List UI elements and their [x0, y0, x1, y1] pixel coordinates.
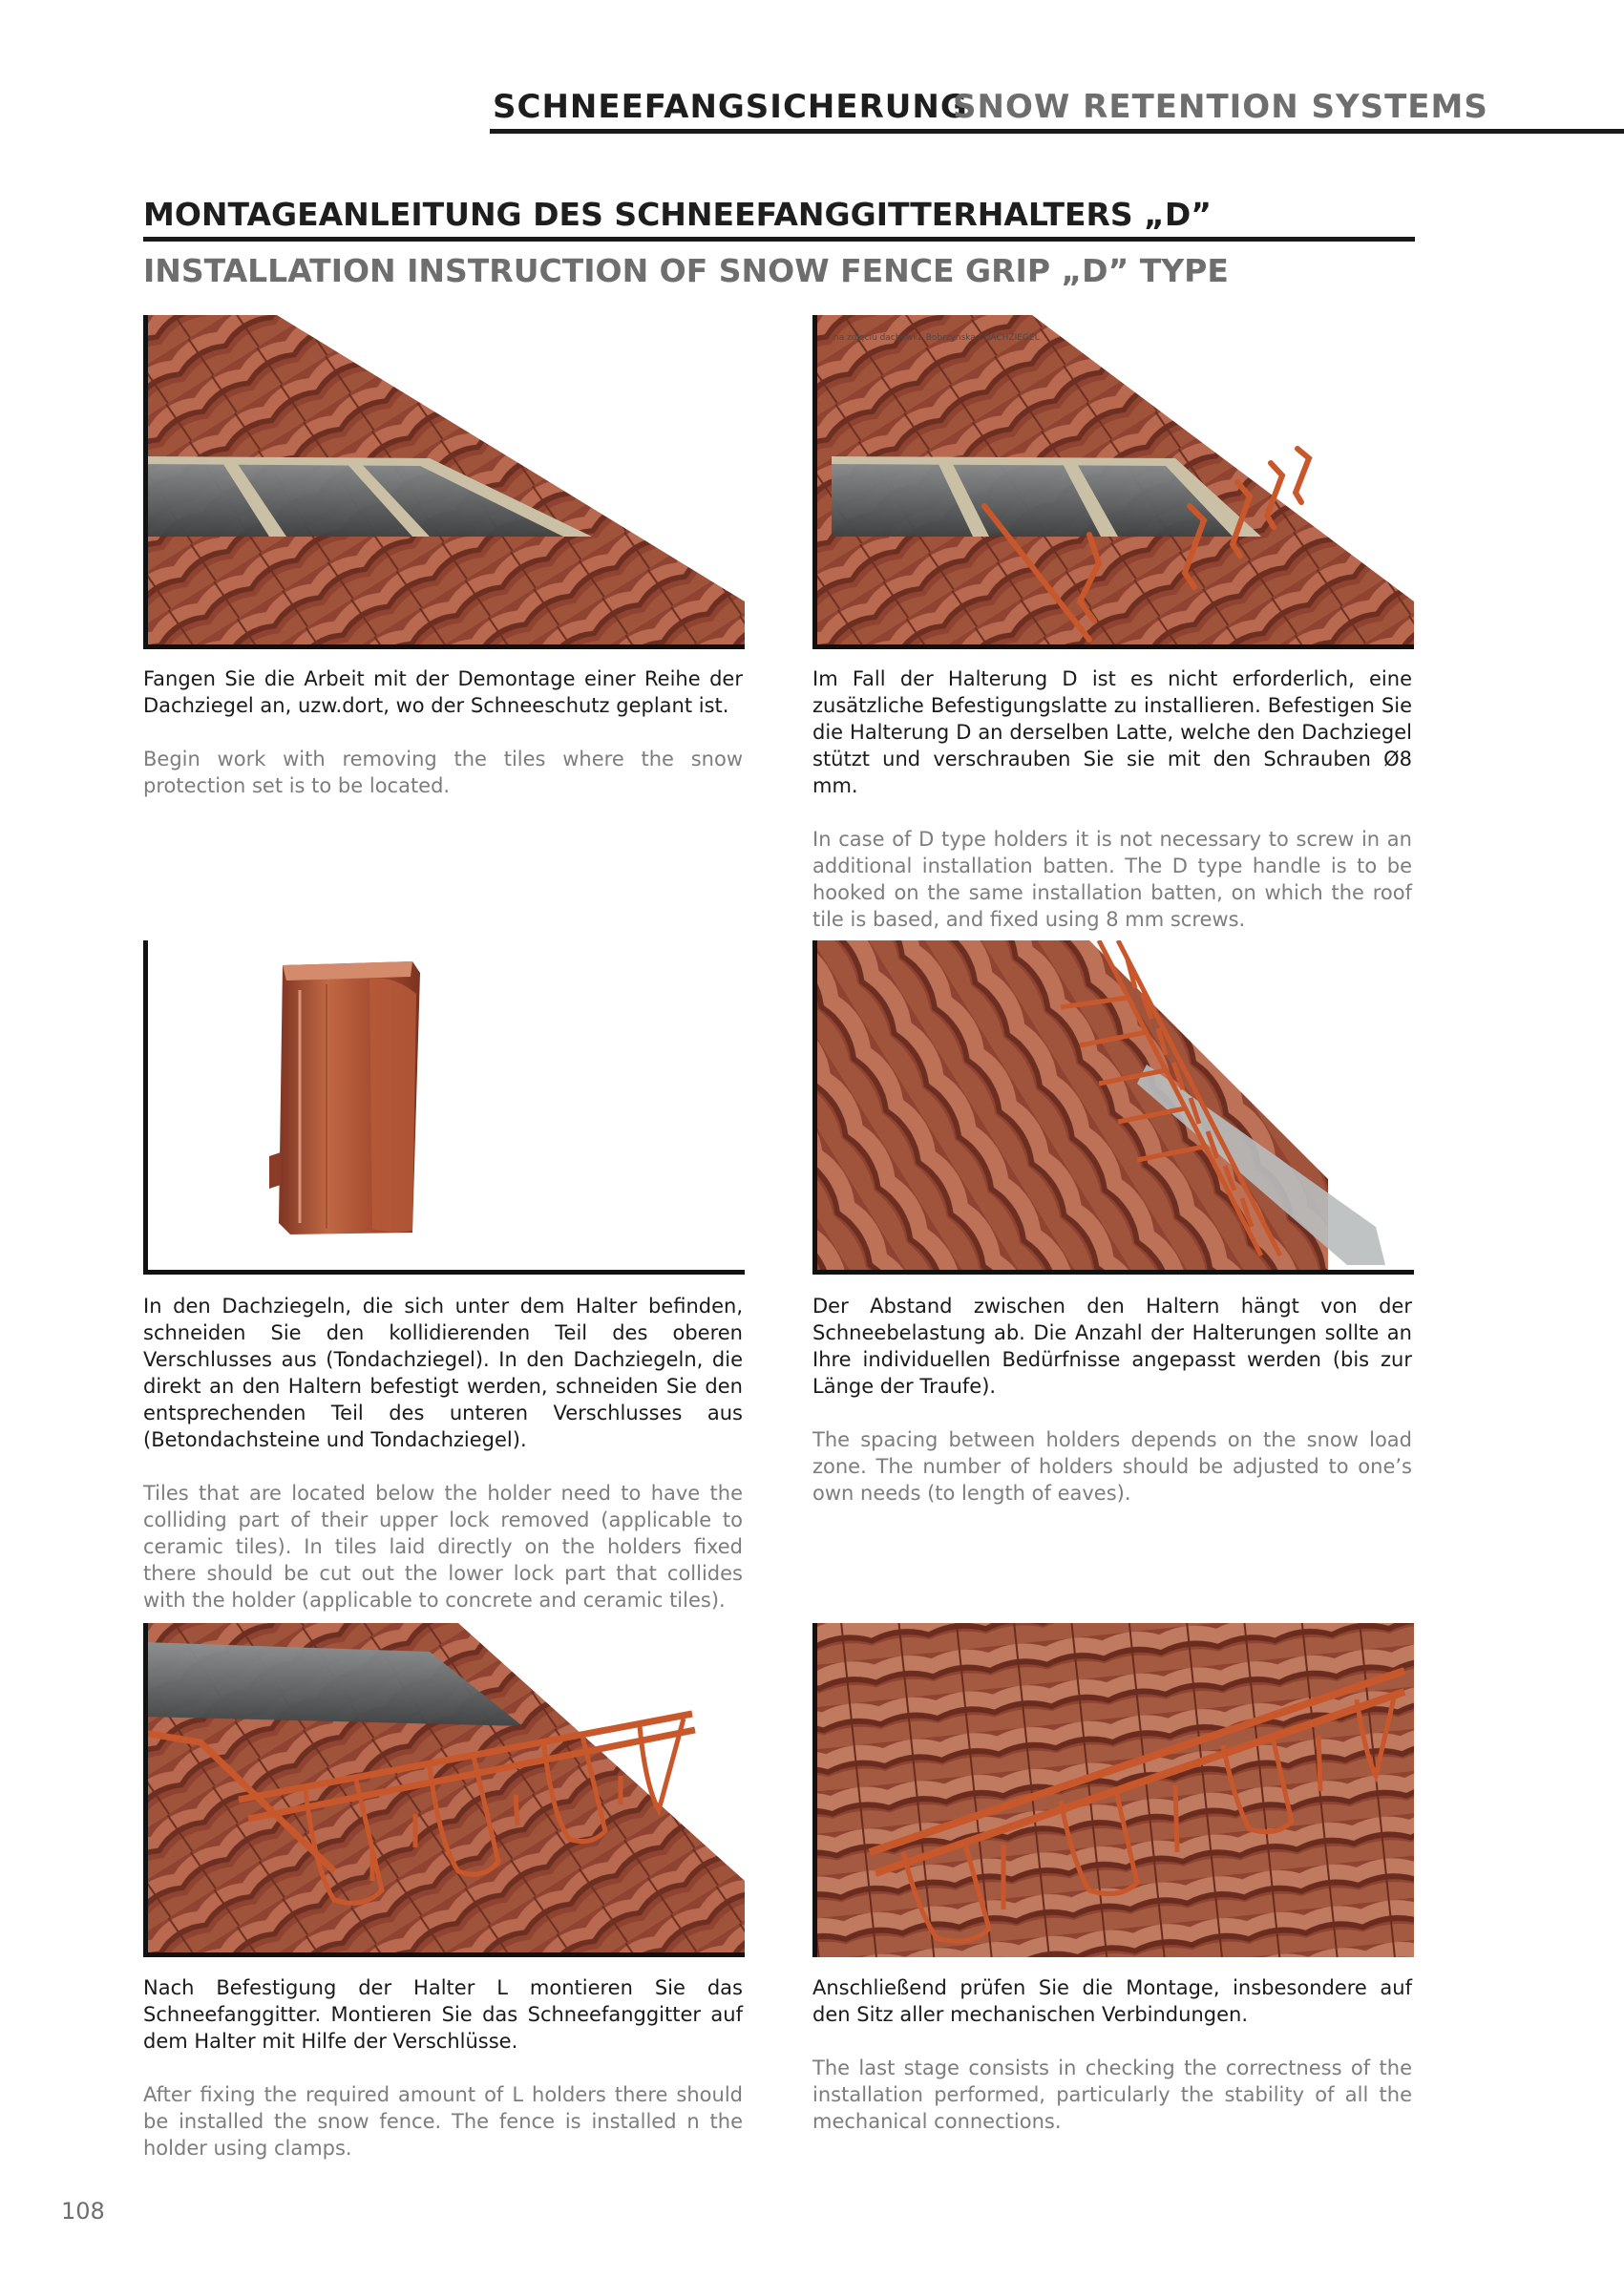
step-1-text [143, 665, 743, 799]
step-3-image [143, 940, 745, 1275]
svg-text:na zdjęciu dachówka Bobrzynska: na zdjęciu dachówka Bobrzynska / DACHZIEGEL [833, 333, 1040, 343]
step-4-en: The spacing between holders depends on the snow load zone. The number of holders should be adjusted to one’s own needs (to length of eaves). [812, 1428, 1412, 1505]
step-2-en: In case of D type holders it is not necessary to screw in an additional installation batten. The D type handle is to be hooked on the same installation batten, on which the roof tile is based, and fixed using 8 mm screws. [812, 828, 1412, 931]
step-1-de: Fangen Sie die Arbeit mit der Demontage einer Reihe der Dachziegel an, uzw.dort, wo der Schneeschutz geplant ist. [143, 667, 743, 717]
step-6-de: Anschließend prüfen Sie die Montage, insbesondere auf den Sitz aller mechanischen Verbindungen. [812, 1976, 1412, 2026]
step-4-image [812, 940, 1414, 1275]
step-2-de: Im Fall der Halterung D ist es nicht erforderlich, eine zusätzliche Befestigungslatte zu installieren. Befestigen Sie die Halterung D an derselben Latte, welche den Dachziegel stützt und verschrauben Sie sie mit den Schrauben Ø8 mm. [812, 667, 1412, 797]
step-6-image [812, 1623, 1414, 1957]
step-4-text [812, 1293, 1412, 1507]
header-rule [490, 129, 1624, 134]
step-5-de: Nach Befestigung der Halter L montieren Sie das Schneefanggitter. Montieren Sie das Schneefanggitter auf dem Halter mit Hilfe der Verschlüsse. [143, 1976, 743, 2053]
step-5-text [143, 1974, 743, 2162]
page-title-en: INSTALLATION INSTRUCTION OF SNOW FENCE GRIP „D” TYPE [143, 252, 1229, 289]
section-title-en: SNOW RETENTION SYSTEMS [953, 88, 1488, 126]
page-title-de: MONTAGEANLEITUNG DES SCHNEEFANGGITTERHALTERS „D” [143, 196, 1212, 233]
step-4-de: Der Abstand zwischen den Haltern hängt von der Schneebelastung ab. Die Anzahl der Halterungen sollte an Ihre individuellen Bedürfnisse angepasst werden (bis zur Länge der Traufe). [812, 1295, 1412, 1398]
step-3-de: In den Dachziegeln, die sich unter dem Halter befinden, schneiden Sie den kollidierenden Teil des oberen Verschlusses aus (Tondachziegel). In den Dachziegeln, die direkt an den Haltern befestigt werden, schneiden Sie den entsprechenden Teil des unteren Verschlusses aus (Betondachsteine und Tondachziegel). [143, 1295, 743, 1451]
step-6-text [812, 1974, 1412, 2135]
step-2-image [812, 315, 1414, 649]
step-6-en: The last stage consists in checking the correctness of the installation performed, particularly the stability of all the mechanical connections. [812, 2057, 1412, 2133]
step-5-image [143, 1623, 745, 1957]
step-1-image [143, 315, 745, 649]
section-title-de: SCHNEEFANGSICHERUNG [493, 88, 968, 126]
step-2-text [812, 665, 1412, 933]
step-1-en: Begin work with removing the tiles where the snow protection set is to be located. [143, 748, 743, 797]
step-3-en: Tiles that are located below the holder need to have the colliding part of their upper lock removed (applicable to ceramic tiles). In tiles laid directly on the holders fixed there should be cut out the lower lock part that collides with the holder (applicable to concrete and ceramic tiles). [143, 1482, 743, 1612]
step-3-text [143, 1293, 743, 1614]
step-5-en: After fixing the required amount of L holders there should be installed the snow fence. The fence is installed n the holder using clamps. [143, 2083, 743, 2160]
page-number: 108 [61, 2198, 105, 2225]
title-rule [143, 237, 1415, 242]
